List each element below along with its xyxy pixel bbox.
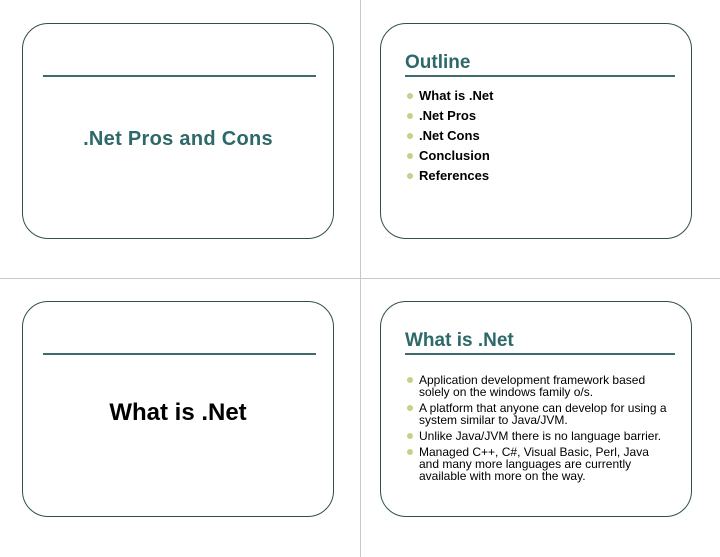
slide-heading: Outline	[405, 52, 471, 73]
bullet-icon	[407, 449, 413, 455]
bullet-icon	[407, 153, 413, 159]
bullet-icon	[407, 133, 413, 139]
content-list	[407, 374, 669, 486]
slide-3[interactable]	[22, 301, 334, 517]
horizontal-page-divider	[0, 278, 720, 279]
list-item-label: Unlike Java/JVM there is no language barrier.	[419, 429, 662, 443]
list-item	[407, 146, 677, 166]
heading-rule	[405, 75, 675, 77]
list-item	[407, 374, 669, 398]
list-item-label: References	[419, 168, 490, 183]
list-item	[407, 106, 677, 126]
bullet-icon	[407, 433, 413, 439]
title-rule	[43, 75, 316, 77]
slide-title: What is .Net	[109, 399, 247, 426]
list-item-label: Application development framework based solely on the windows family o/s.	[419, 373, 646, 399]
slide-title: .Net Pros and Cons	[83, 128, 273, 150]
bullet-icon	[407, 93, 413, 99]
title-rule	[43, 353, 316, 355]
list-item-label: A platform that anyone can develop for using a system similar to Java/JVM.	[419, 401, 667, 427]
bullet-icon	[407, 173, 413, 179]
list-item-label: What is .Net	[419, 88, 494, 103]
heading-rule	[405, 353, 675, 355]
bullet-icon	[407, 377, 413, 383]
slide-2[interactable]	[380, 23, 692, 239]
outline-list	[407, 86, 677, 186]
list-item-label: .Net Pros	[419, 108, 477, 123]
list-item	[407, 430, 669, 442]
slide-1[interactable]	[22, 23, 334, 239]
list-item-label: Conclusion	[419, 148, 490, 163]
list-item	[407, 446, 669, 482]
list-item	[407, 166, 677, 186]
list-item-label: Managed C++, C#, Visual Basic, Perl, Java and many more languages are currently available with more on the way.	[419, 445, 649, 483]
slide-4[interactable]	[380, 301, 692, 517]
bullet-icon	[407, 113, 413, 119]
slide-heading: What is .Net	[405, 330, 514, 351]
list-item-label: .Net Cons	[419, 128, 480, 143]
list-item	[407, 402, 669, 426]
list-item	[407, 126, 677, 146]
bullet-icon	[407, 405, 413, 411]
list-item	[407, 86, 677, 106]
